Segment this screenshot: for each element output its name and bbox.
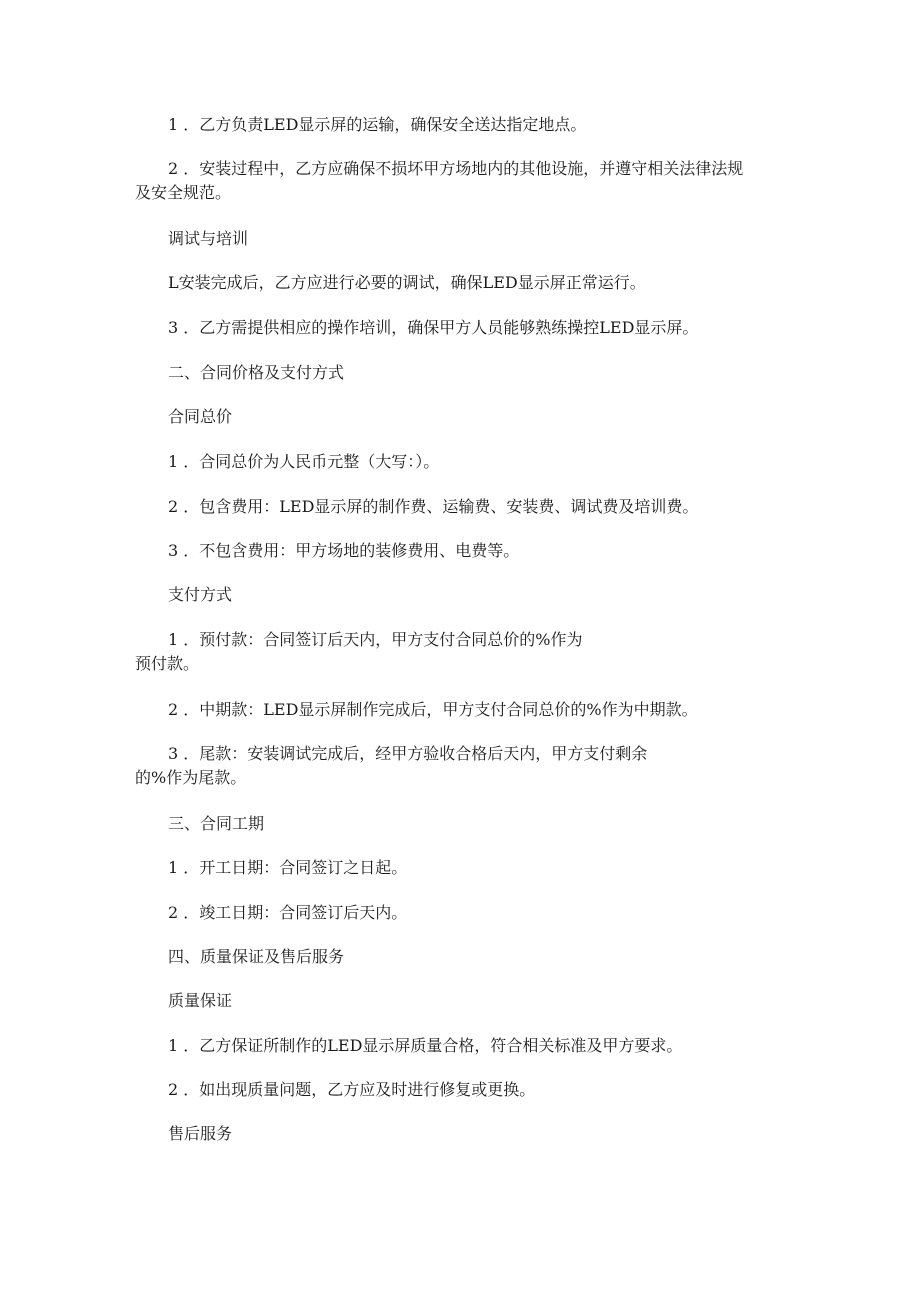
transport-clause: 1 ．乙方负责LED显示屏的运输，确保安全送达指定地点。 [168, 115, 587, 134]
subheading-after-sales-service: 售后服务 [168, 1124, 233, 1143]
start-date-clause: 1 ．开工日期：合同签订之日起。 [168, 858, 408, 877]
total-price-clause: 1 ．合同总价为人民币元整（大写：）。 [168, 452, 440, 471]
quality-standard-clause: 1 ．乙方保证所制作的LED显示屏质量合格，符合相关标准及甲方要求。 [168, 1036, 683, 1055]
installation-clause: 2 ．安装过程中，乙方应确保不损坏甲方场地内的其他设施，并遵守相关法律法规 [168, 159, 744, 178]
training-clause: 3 ．乙方需提供相应的操作培训，确保甲方人员能够熟练操控LED显示屏。 [168, 318, 699, 337]
advance-payment-clause-continued: 预付款。 [135, 654, 200, 673]
completion-date-clause: 2 ．竣工日期：合同签订后天内。 [168, 903, 408, 922]
included-fees-clause: 2 ．包含费用：LED显示屏的制作费、运输费、安装费、调试费及培训费。 [168, 497, 699, 516]
advance-payment-clause: 1 ．预付款：合同签订后天内，甲方支付合同总价的%作为 [168, 630, 583, 649]
section-heading-testing-training: 调试与培训 [168, 229, 249, 248]
subheading-payment-method: 支付方式 [168, 585, 233, 604]
section-heading-duration: 三、合同工期 [168, 814, 265, 833]
excluded-fees-clause: 3 ．不包含费用：甲方场地的装修费用、电费等。 [168, 541, 520, 560]
repair-replace-clause: 2 ．如出现质量问题，乙方应及时进行修复或更换。 [168, 1080, 536, 1099]
installation-clause-continued: 及安全规范。 [135, 183, 232, 202]
final-payment-clause: 3 ．尾款：安装调试完成后，经甲方验收合格后天内，甲方支付剩余 [168, 744, 648, 763]
section-heading-price-payment: 二、合同价格及支付方式 [168, 363, 345, 382]
testing-clause: L安装完成后，乙方应进行必要的调试，确保LED显示屏正常运行。 [168, 273, 646, 292]
interim-payment-clause: 2 ．中期款：LED显示屏制作完成后，甲方支付合同总价的%作为中期款。 [168, 700, 698, 719]
final-payment-clause-continued: 的%作为尾款。 [135, 768, 247, 787]
subheading-total-price: 合同总价 [168, 407, 233, 426]
section-heading-quality-service: 四、质量保证及售后服务 [168, 947, 345, 966]
subheading-quality-guarantee: 质量保证 [168, 991, 233, 1010]
